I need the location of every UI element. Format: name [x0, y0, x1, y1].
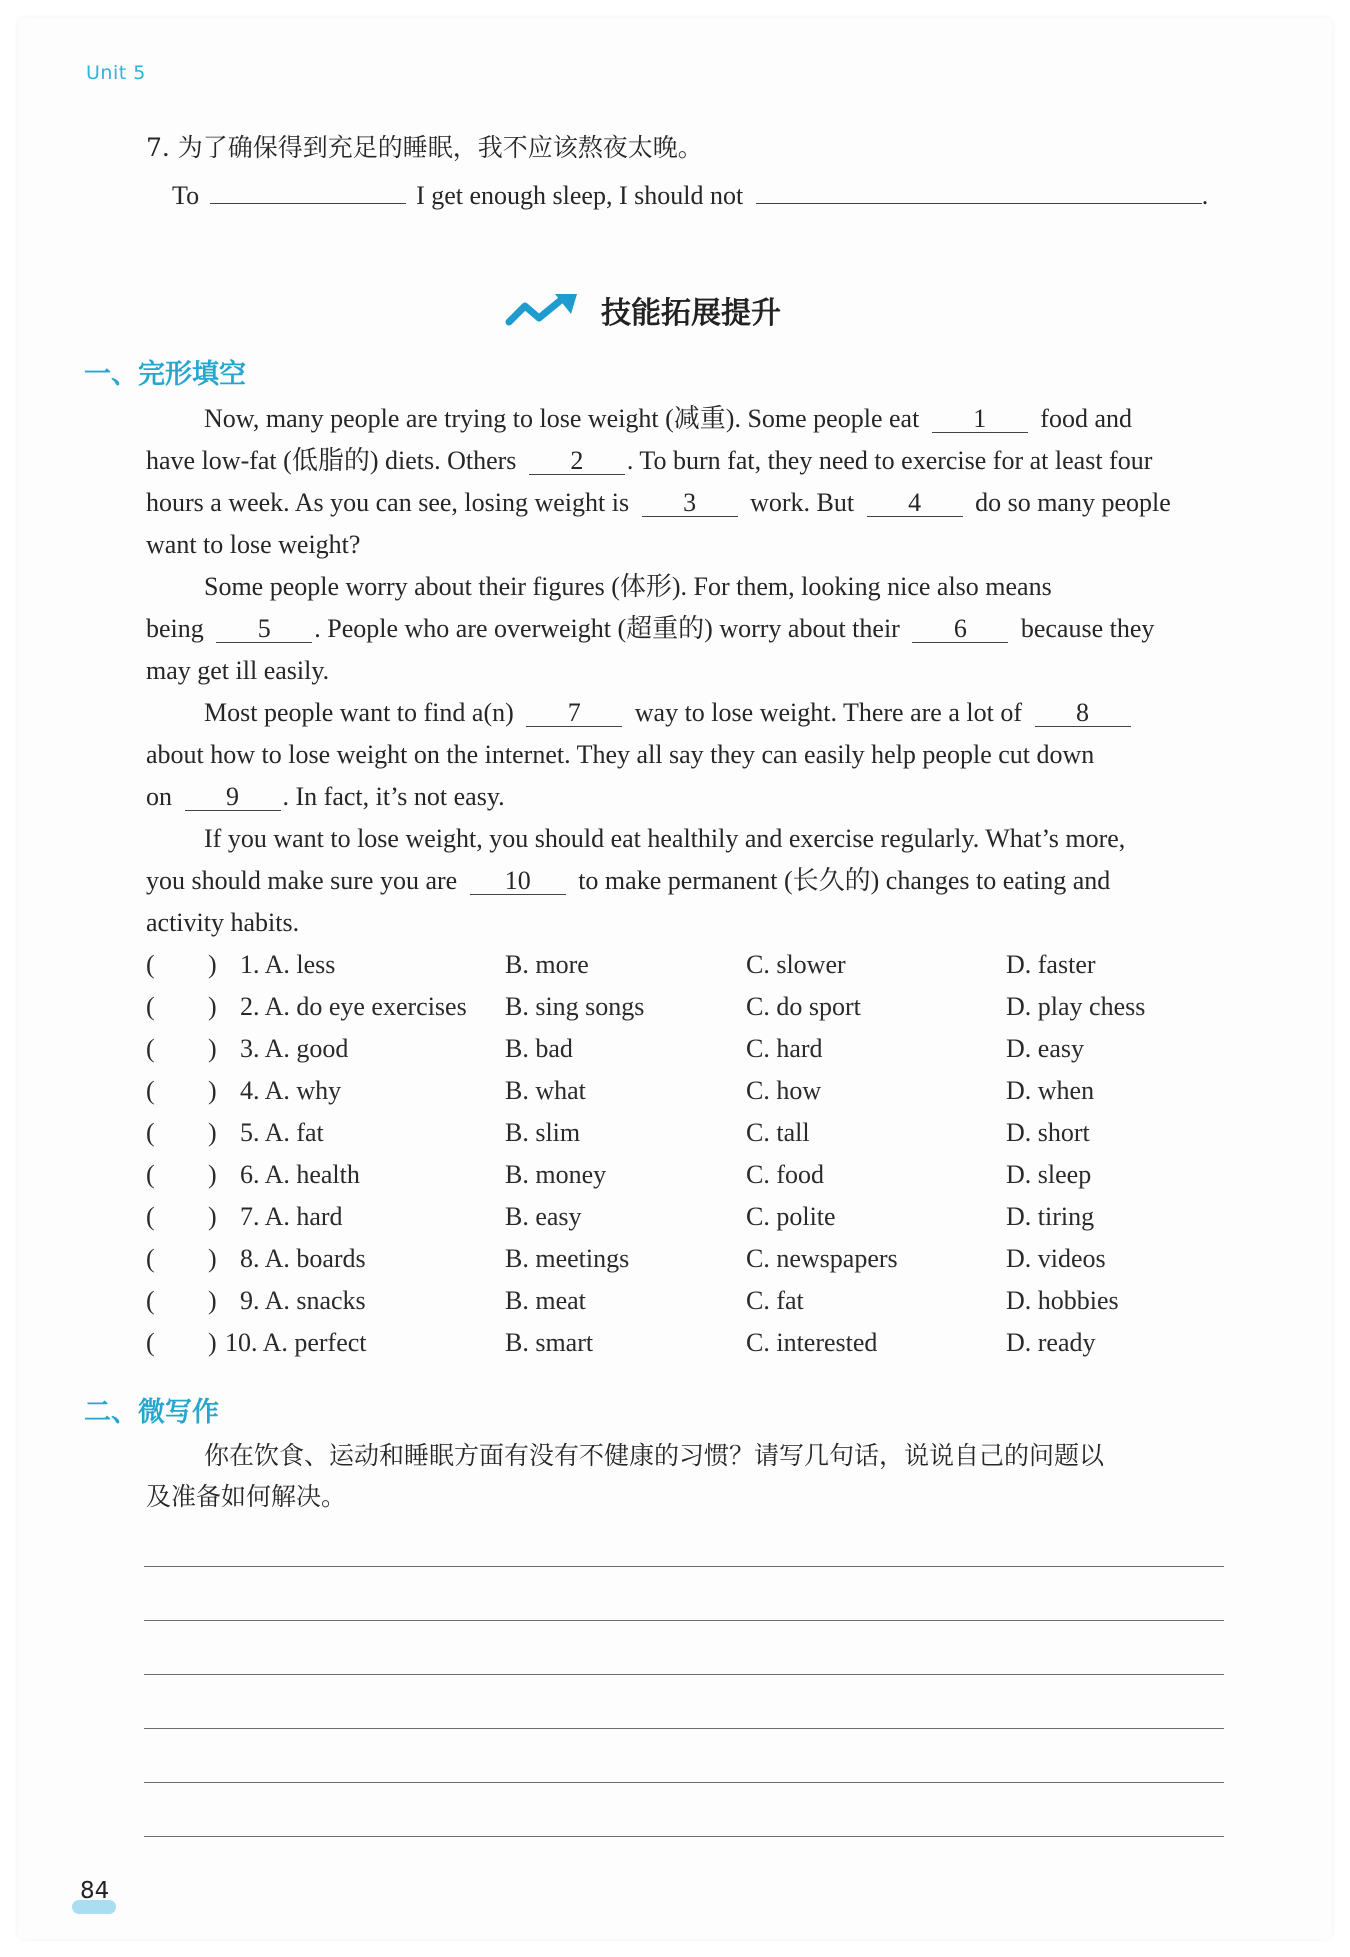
- option-a: 7. A. hard: [240, 1202, 343, 1231]
- answer-paren-open[interactable]: (: [146, 1076, 155, 1105]
- section1-title: 一、完形填空: [84, 359, 246, 390]
- option-c: C. do sport: [746, 992, 861, 1021]
- option-a: 4. A. why: [240, 1076, 342, 1105]
- answer-paren-open[interactable]: (: [146, 950, 155, 979]
- answer-paren-close: ): [208, 1076, 217, 1105]
- option-d: D. when: [1006, 1076, 1095, 1105]
- writing-line[interactable]: [144, 1566, 1224, 1567]
- option-d: D. videos: [1006, 1244, 1106, 1273]
- option-c: C. polite: [746, 1202, 836, 1231]
- passage-line-3: [146, 488, 1171, 518]
- option-c: C. tall: [746, 1118, 810, 1147]
- answer-paren-close: ): [208, 1328, 217, 1357]
- q7-blank-2[interactable]: [756, 176, 1202, 204]
- answer-paren-close: ): [208, 1202, 217, 1231]
- answer-paren-open[interactable]: (: [146, 1328, 155, 1357]
- q7-part2: I get enough sleep, I should not: [416, 181, 744, 210]
- text: Most people want to find a(n): [204, 698, 514, 727]
- answer-paren-open[interactable]: (: [146, 1118, 155, 1147]
- blank-6[interactable]: 6: [912, 615, 1008, 643]
- option-d: D. tiring: [1006, 1202, 1095, 1231]
- option-c: C. slower: [746, 950, 846, 979]
- option-b: B. what: [505, 1076, 586, 1105]
- writing-line[interactable]: [144, 1782, 1224, 1783]
- option-c: C. interested: [746, 1328, 878, 1357]
- text: . In fact, it’s not easy.: [282, 782, 505, 811]
- option-b: B. smart: [505, 1328, 594, 1357]
- text: . To burn fat, they need to exercise for at least four: [626, 446, 1153, 475]
- option-d: D. faster: [1006, 950, 1096, 979]
- passage-line-4: want to lose weight?: [146, 530, 361, 559]
- passage-line-11: If you want to lose weight, you should eat healthily and exercise regularly. What’s more,: [204, 824, 1126, 853]
- blank-8[interactable]: 8: [1035, 699, 1131, 727]
- blank-9[interactable]: 9: [185, 783, 281, 811]
- answer-paren-open[interactable]: (: [146, 1160, 155, 1189]
- option-a: 9. A. snacks: [240, 1286, 366, 1315]
- option-d: D. short: [1006, 1118, 1090, 1147]
- answer-paren-close: ): [208, 1286, 217, 1315]
- answer-paren-close: ): [208, 950, 217, 979]
- passage-line-10: [146, 782, 505, 812]
- option-b: B. meetings: [505, 1244, 630, 1273]
- answer-paren-open[interactable]: (: [146, 1202, 155, 1231]
- option-b: B. meat: [505, 1286, 586, 1315]
- answer-paren-close: ): [208, 1118, 217, 1147]
- writing-line[interactable]: [144, 1728, 1224, 1729]
- answer-paren-close: ): [208, 1034, 217, 1063]
- option-a: 3. A. good: [240, 1034, 349, 1063]
- trend-arrow-icon: [505, 292, 581, 328]
- passage-line-1: [204, 404, 1132, 434]
- option-a: 8. A. boards: [240, 1244, 366, 1273]
- text: on: [146, 782, 172, 811]
- passage-line-9: about how to lose weight on the internet. They all say they can easily help people cut down: [146, 740, 1095, 769]
- option-c: C. fat: [746, 1286, 804, 1315]
- blank-4[interactable]: 4: [867, 489, 963, 517]
- option-c: C. food: [746, 1160, 824, 1189]
- writing-line[interactable]: [144, 1674, 1224, 1675]
- answer-paren-open[interactable]: (: [146, 992, 155, 1021]
- option-a: 6. A. health: [240, 1160, 360, 1189]
- text: because they: [1020, 614, 1155, 643]
- page-number: 84: [80, 1878, 110, 1904]
- option-d: D. easy: [1006, 1034, 1084, 1063]
- blank-3[interactable]: 3: [642, 489, 738, 517]
- text: food and: [1040, 404, 1132, 433]
- answer-paren-open[interactable]: (: [146, 1286, 155, 1315]
- option-c: C. how: [746, 1076, 822, 1105]
- option-c: C. newspapers: [746, 1244, 898, 1273]
- writing-line[interactable]: [144, 1620, 1224, 1621]
- blank-5[interactable]: 5: [216, 615, 312, 643]
- passage-line-13: activity habits.: [146, 908, 300, 937]
- option-b: B. sing songs: [505, 992, 645, 1021]
- option-b: B. bad: [505, 1034, 573, 1063]
- option-d: D. play chess: [1006, 992, 1146, 1021]
- section2-prompt-2: 及准备如何解决。: [146, 1482, 347, 1511]
- text: you should make sure you are: [146, 866, 458, 895]
- answer-paren-close: ): [208, 1160, 217, 1189]
- passage-line-7: may get ill easily.: [146, 656, 330, 685]
- blank-10[interactable]: 10: [470, 867, 566, 895]
- writing-line[interactable]: [144, 1836, 1224, 1837]
- passage-line-6: [146, 614, 1154, 644]
- answer-paren-open[interactable]: (: [146, 1034, 155, 1063]
- text: to make permanent (长久的) changes to eating and: [578, 866, 1111, 895]
- option-d: D. hobbies: [1006, 1286, 1119, 1315]
- q7-prompt: 7. 为了确保得到充足的睡眠，我不应该熬夜太晚。: [146, 133, 703, 162]
- answer-paren-open[interactable]: (: [146, 1244, 155, 1273]
- q7-end: .: [1201, 181, 1209, 210]
- option-a: 10. A. perfect: [225, 1328, 367, 1357]
- section2-prompt-1: 你在饮食、运动和睡眠方面有没有不健康的习惯？请写几句话，说说自己的问题以: [204, 1441, 1105, 1470]
- banner-title: 技能拓展提升: [601, 296, 781, 331]
- answer-paren-close: ): [208, 1244, 217, 1273]
- blank-1[interactable]: 1: [932, 405, 1028, 433]
- text: do so many people: [975, 488, 1171, 517]
- text: have low-fat (低脂的) diets. Others: [146, 446, 517, 475]
- q7-sentence: [172, 176, 1208, 211]
- q7-blank-1[interactable]: [210, 176, 406, 204]
- option-b: B. slim: [505, 1118, 581, 1147]
- option-d: D. ready: [1006, 1328, 1096, 1357]
- option-b: B. easy: [505, 1202, 582, 1231]
- text: hours a week. As you can see, losing weight is: [146, 488, 630, 517]
- passage-line-5: Some people worry about their figures (体形). For them, looking nice also means: [204, 572, 1052, 601]
- text: work. But: [750, 488, 855, 517]
- blank-7[interactable]: 7: [526, 699, 622, 727]
- q7-part1: To: [172, 181, 200, 210]
- passage-line-8: [204, 698, 1131, 728]
- answer-paren-close: ): [208, 992, 217, 1021]
- section2-title: 二、微写作: [84, 1397, 219, 1428]
- passage-line-12: [146, 866, 1110, 896]
- option-a: 2. A. do eye exercises: [240, 992, 467, 1021]
- option-b: B. more: [505, 950, 589, 979]
- option-d: D. sleep: [1006, 1160, 1092, 1189]
- option-a: 5. A. fat: [240, 1118, 324, 1147]
- blank-2[interactable]: 2: [529, 447, 625, 475]
- option-c: C. hard: [746, 1034, 823, 1063]
- option-a: 1. A. less: [240, 950, 336, 979]
- passage-line-2: [146, 446, 1152, 476]
- text: Now, many people are trying to lose weight (减重). Some people eat: [204, 404, 920, 433]
- text: being: [146, 614, 204, 643]
- text: way to lose weight. There are a lot of: [634, 698, 1022, 727]
- option-b: B. money: [505, 1160, 607, 1189]
- unit-label: Unit 5: [86, 62, 146, 84]
- text: . People who are overweight (超重的) worry about their: [314, 614, 900, 643]
